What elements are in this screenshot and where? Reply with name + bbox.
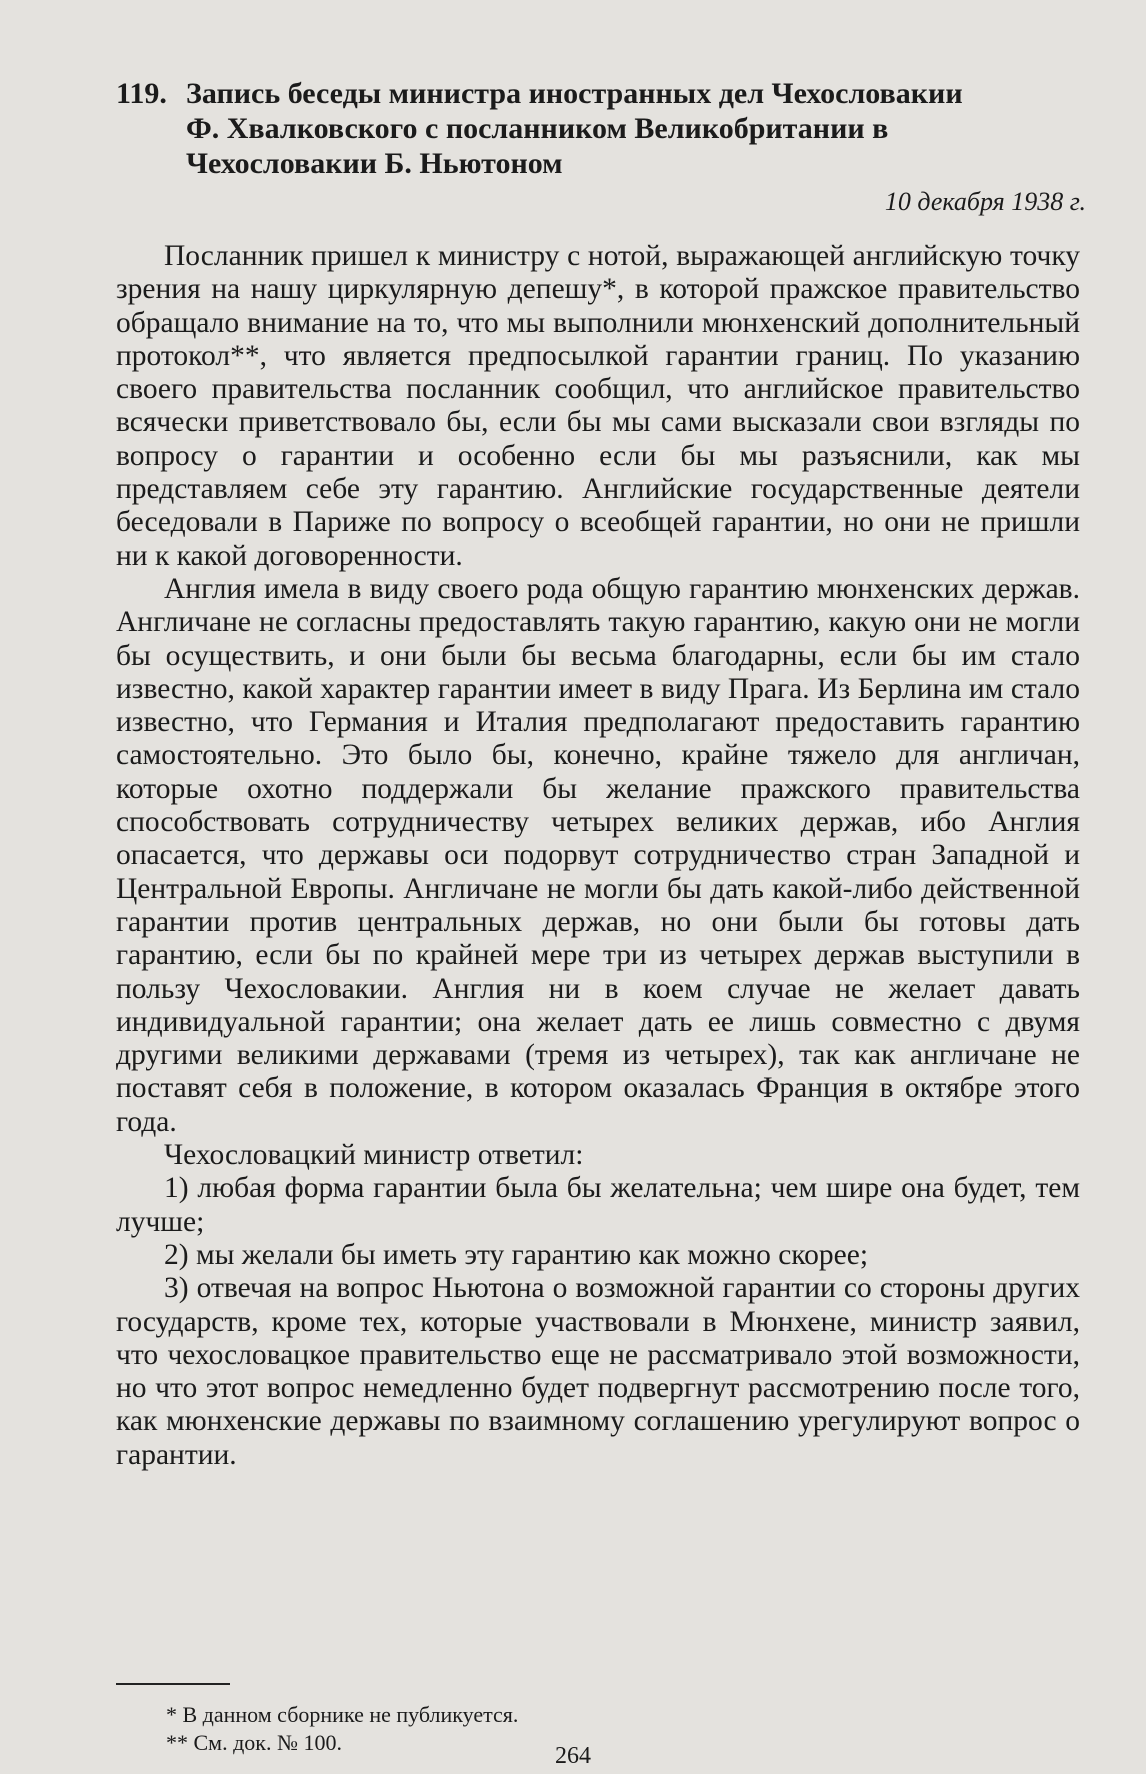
footnote-2: ** См. док. № 100.: [166, 1730, 342, 1755]
heading-line-1: 119. Запись беседы министра иностранных дел Чехословакии: [116, 77, 963, 110]
heading-line-2: Ф. Хвалковского с посланником Великобритании в: [186, 112, 889, 145]
footnote-divider: [116, 1683, 230, 1685]
document-number: 119.: [116, 77, 167, 110]
document-body: [116, 240, 1080, 1472]
heading-line-3: Чехословакии Б. Ньютоном: [186, 147, 563, 180]
paragraph: 3) отвечая на вопрос Ньютона о возможной гарантии со стороны других государств, кроме тех, которые участвовали в Мюнхене, министр заявил, что чехословацкое правительство еще не рассматривало этой возможности, но что этот вопрос немедленно будет подвергнут рассмотрению после того, как мюнхенские державы по взаимному соглашению урегулируют вопрос о гарантии.: [116, 1272, 1080, 1471]
paragraph: Посланник пришел к министру с нотой, выражающей английскую точку зрения на нашу циркулярную депешу*, в которой пражское правительство обращало внимание на то, что мы выполнили мюнхенский дополнительный протокол**, что является предпосылкой гарантии границ. По указанию своего правительства посланник сообщил, что английское правительство всячески приветствовало бы, если бы мы сами высказали свои взгляды по вопросу о гарантии и особенно если бы мы разъяснили, как мы представляем себе эту гарантию. Английские государственные деятели беседовали в Париже по вопросу о всеобщей гарантии, но они не пришли ни к какой договоренности.: [116, 240, 1080, 572]
paragraph: 2) мы желали бы иметь эту гарантию как можно скорее;: [164, 1238, 869, 1271]
paragraph: 1) любая форма гарантии была бы желательна; чем шире она будет, тем лучше;: [116, 1172, 1080, 1238]
paragraph: Чехословацкий министр ответил:: [164, 1139, 584, 1172]
document-date: 10 декабря 1938 г.: [884, 187, 1086, 216]
document-heading: [116, 76, 1046, 181]
page-number: 264: [555, 1743, 591, 1769]
paragraph: Англия имела в виду своего рода общую гарантию мюнхенских держав. Англичане не согласны предоставлять такую гарантию, какую они не могли бы осуществить, и они были бы весьма благодарны, если бы им стало известно, какой характер гарантии имеет в виду Прага. Из Берлина им стало известно, что Германия и Италия предполагают предоставить гарантию самостоятельно. Это было бы, конечно, крайне тяжело для англичан, которые охотно поддержали бы желание пражского правительства способствовать сотрудничеству четырех великих держав, ибо Англия опасается, что державы оси подорвут сотрудничество стран Западной и Центральной Европы. Англичане не могли бы дать какой-либо действенной гарантии против центральных держав, но они были бы готовы дать гарантию, если бы по крайней мере три из четырех держав выступили в пользу Чехословакии. Англия ни в коем случае не желает давать индивидуальной гарантии; она желает дать ее лишь совместно с двумя другими великими державами (тремя из четырех), так как англичане не поставят себя в положение, в котором оказалась Франция в октябре этого года.: [116, 572, 1080, 1138]
footnote-1: * В данном сборнике не публикуется.: [166, 1702, 519, 1727]
